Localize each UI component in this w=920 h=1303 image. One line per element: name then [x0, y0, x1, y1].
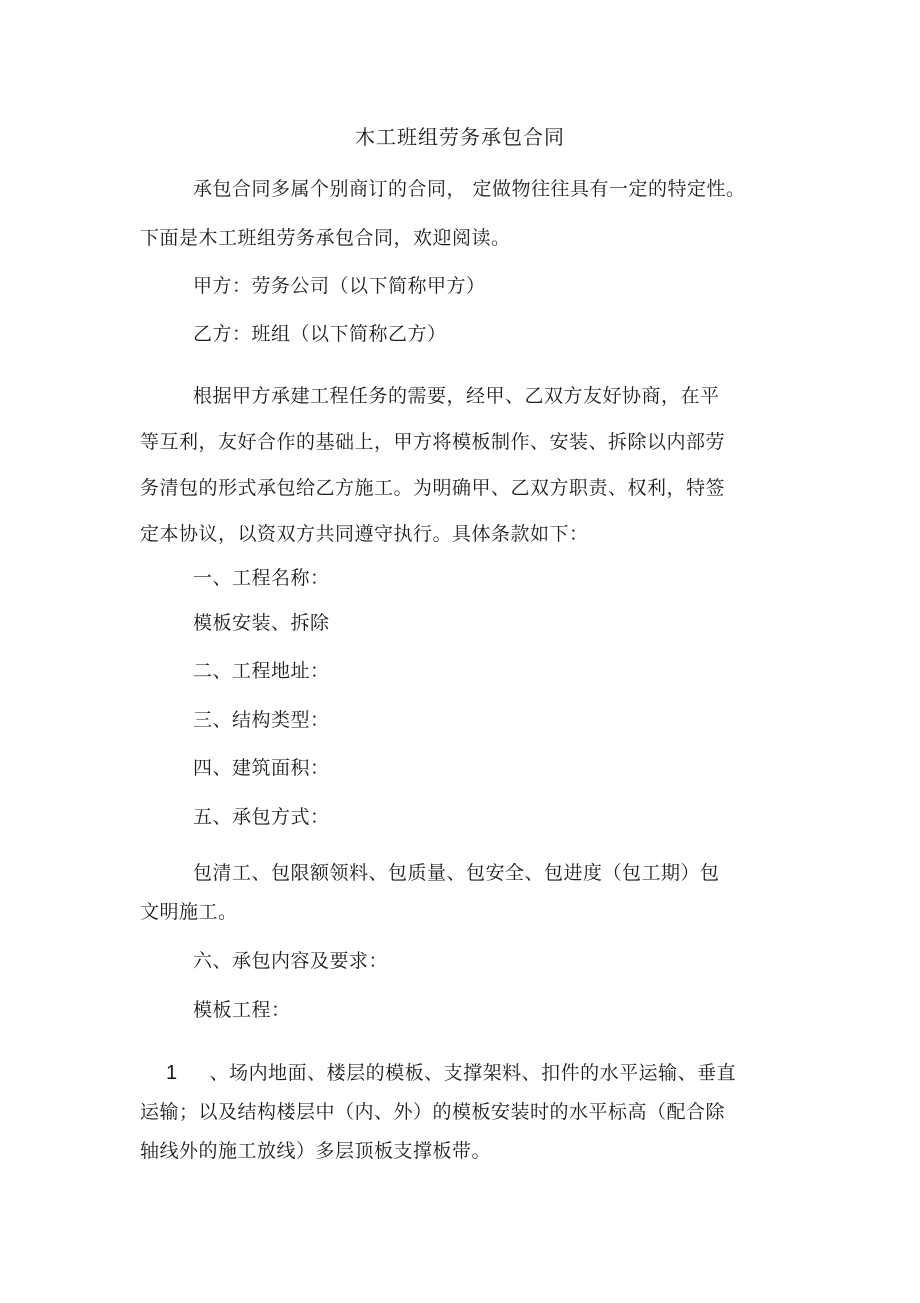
section-5-line-1: 包清工、包限额领料、包质量、包安全、包进度（包工期）包 [193, 862, 720, 884]
item-1-text: 、场内地面、楼层的模板、支撑架料、扣件的水平运输、垂直 [209, 1062, 737, 1084]
item-1-line-3: 轴线外的施工放线）多层顶板支撑板带。 [140, 1140, 492, 1162]
preamble-line-2: 等互利，友好合作的基础上，甲方将模板制作、安装、拆除以内部劳 [140, 431, 726, 453]
item-1-line-2: 运输；以及结构楼层中（内、外）的模板安装时的水平标高（配合除 [140, 1101, 726, 1123]
item-1-line-1 [166, 1061, 736, 1085]
section-3-heading: 三、结构类型： [193, 709, 330, 731]
document-title: 木工班组劳务承包合同 [355, 125, 565, 149]
section-2-heading: 二、工程地址： [193, 660, 330, 682]
section-1-value: 模板安装、拆除 [193, 612, 330, 634]
preamble-line-4: 定本协议，以资双方共同遵守执行。具体条款如下： [140, 523, 589, 545]
item-1-number: 1 [166, 1062, 178, 1084]
section-5-line-2: 文明施工。 [140, 901, 238, 923]
party-b: 乙方：班组（以下简称乙方） [193, 323, 447, 345]
section-6-subheading: 模板工程： [193, 999, 291, 1021]
preamble-line-3: 务清包的形式承包给乙方施工。为明确甲、乙双方职责、权利，特签 [140, 477, 726, 499]
intro-line-1: 承包合同多属个别商订的合同， 定做物往往具有一定的特定性。 [193, 178, 746, 200]
intro-line-2: 下面是木工班组劳务承包合同，欢迎阅读。 [140, 227, 511, 249]
party-a: 甲方：劳务公司（以下简称甲方） [193, 275, 486, 297]
section-5-heading: 五、承包方式： [193, 806, 330, 828]
section-1-heading: 一、工程名称： [193, 567, 330, 589]
section-6-heading: 六、承包内容及要求： [193, 950, 389, 972]
preamble-line-1: 根据甲方承建工程任务的需要，经甲、乙双方友好协商，在平 [193, 385, 720, 407]
section-4-heading: 四、建筑面积： [193, 757, 330, 779]
